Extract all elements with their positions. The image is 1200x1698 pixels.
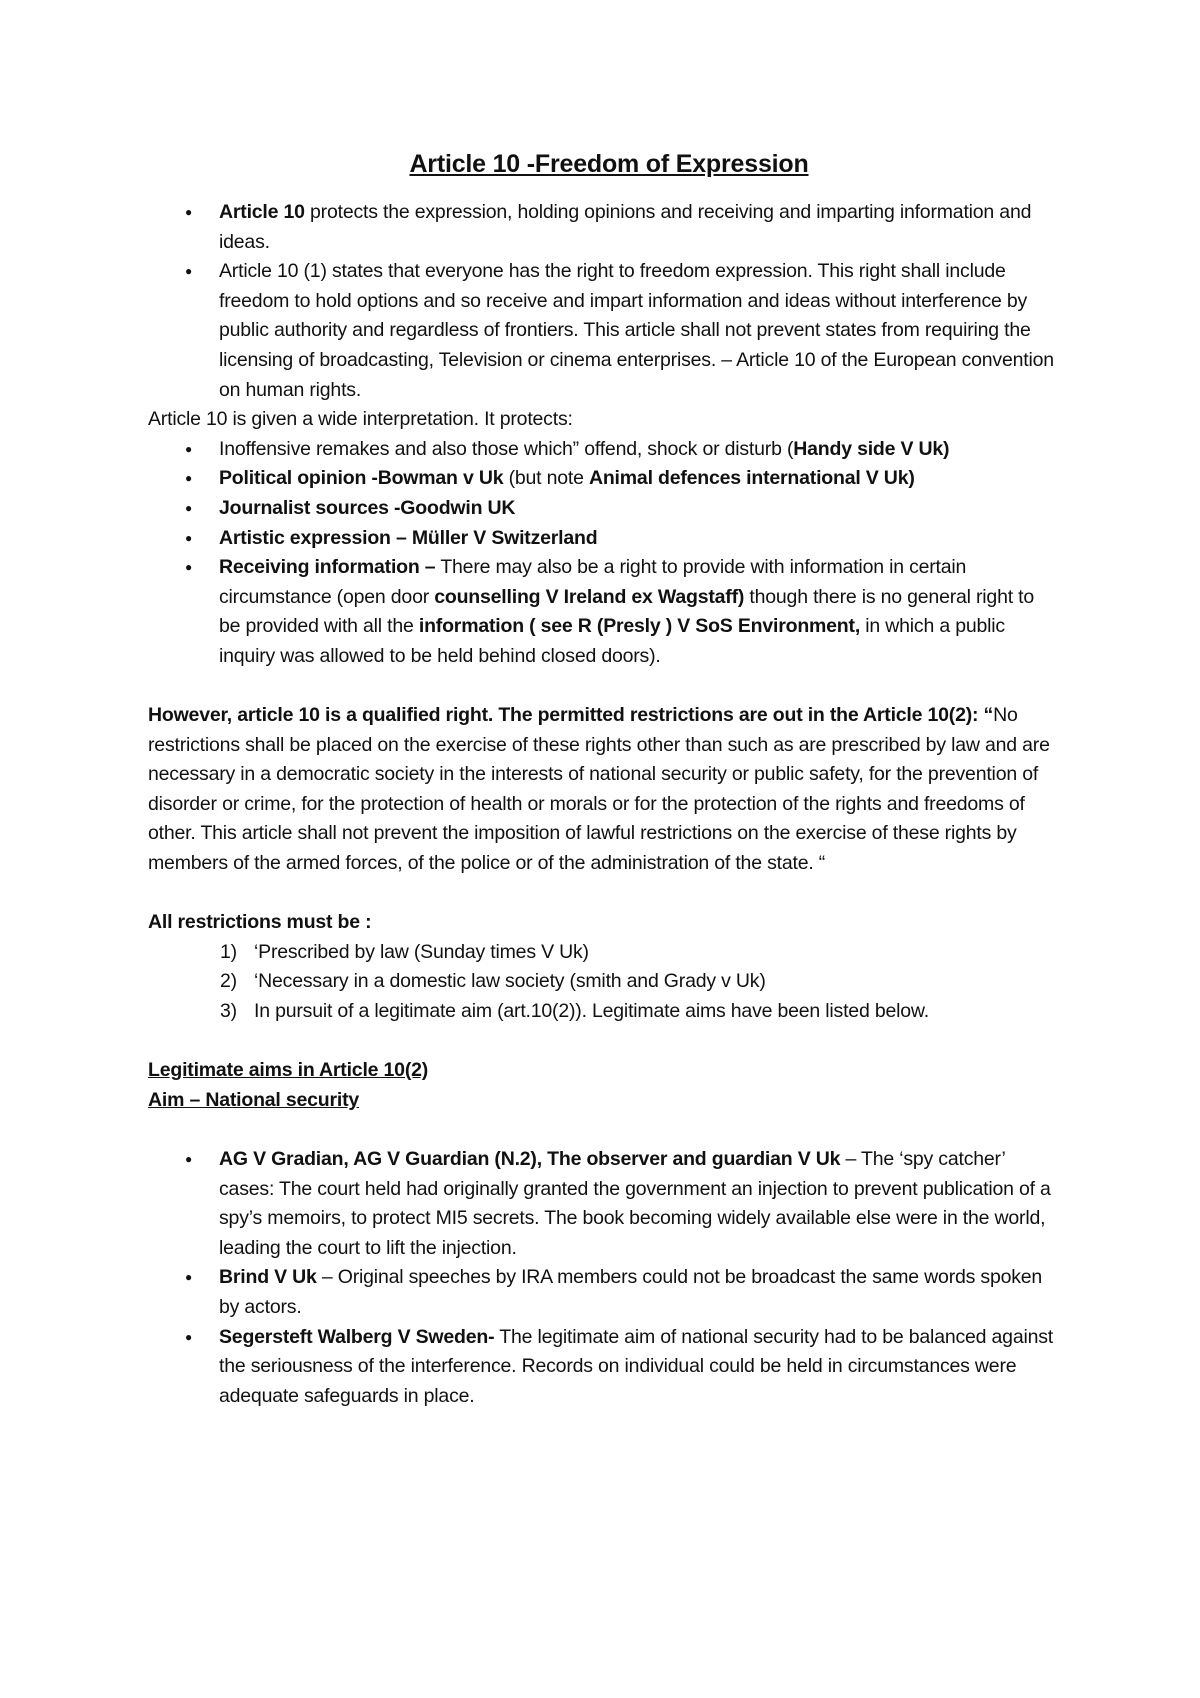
aims-heading [148, 1056, 1060, 1086]
list-item [219, 524, 1060, 554]
list-item [219, 1323, 1060, 1412]
body-text: Inoffensive remakes and also those which” offend, shock or disturb ( [219, 437, 794, 460]
body-text: protects the expression, holding opinions and receiving and imparting information and ideas. [219, 201, 1032, 253]
case-name: Journalist sources -Goodwin UK [219, 496, 516, 519]
body-text: In pursuit of a legitimate aim (art.10(2)). Legitimate aims have been listed below. [254, 1000, 929, 1023]
list-item [219, 553, 1060, 671]
list-item [220, 938, 1060, 968]
spacer [148, 879, 1060, 909]
spacer [148, 672, 1060, 702]
spacer [148, 1115, 1060, 1145]
list-item [219, 494, 1060, 524]
list-number: 3) [220, 1000, 237, 1023]
restrictions-heading-text: All restrictions must be : [148, 911, 372, 934]
list-item [219, 1145, 1060, 1263]
list-item [219, 198, 1060, 257]
case-name: information ( see R (Presly ) V SoS Environment, [418, 615, 861, 638]
body-text: No restrictions shall be placed on the exercise of these rights other than such as are prescribed by law and are necessary in a democratic society in the interests of national security or public safety, for the prevention of disorder or crime, for the protection of health or morals or for the protection of the rights and freedoms of other. This article shall not prevent the imposition of lawful restrictions on the exercise of these rights by members of the armed forces, of the police or of the administration of the state. “ [148, 704, 1050, 875]
paragraph-lead: However, article 10 is a qualified right. The permitted restrictions are out in the Article 10(2): “ [148, 704, 994, 727]
case-name: Article 10 [219, 201, 305, 223]
body-text: ‘Prescribed by law (Sunday times V Uk) [254, 940, 589, 963]
list-number: 2) [220, 970, 237, 993]
list-item [219, 435, 1060, 465]
case-name: Segersteft Walberg V Sweden- [219, 1325, 495, 1348]
case-name: Brind V Uk [219, 1266, 317, 1289]
case-name: Animal defences international V Uk) [588, 467, 915, 490]
page-title: Article 10 -Freedom of Expression [409, 150, 809, 178]
body-text: The legitimate aim of national security had to be balanced against the seriousness of the interference. Records on individual could be held in circumstances were adequate safeguards in place. [219, 1325, 1054, 1407]
body-text: in which a public inquiry was allowed to be held behind closed doors). [219, 615, 1005, 667]
qualified-right-paragraph [148, 701, 1060, 879]
list-item [219, 257, 1060, 405]
restrictions-heading [148, 908, 1060, 938]
intro-bullet-list [148, 198, 1060, 405]
list-item [220, 967, 1060, 997]
case-name: Receiving information – [219, 556, 436, 579]
list-item [220, 997, 1060, 1027]
aims-heading-text: Legitimate aims in Article 10(2) [148, 1059, 429, 1082]
case-name: Political opinion -Bowman v Uk [219, 467, 504, 490]
case-bullet-list [148, 1145, 1060, 1411]
case-name: Artistic expression – Müller V Switzerland [219, 526, 598, 549]
spacer [148, 1027, 1060, 1057]
restrictions-list [148, 938, 1060, 1027]
case-name: AG V Gradian, AG V Guardian (N.2), The observer and guardian V Uk [219, 1148, 841, 1170]
list-item [219, 1263, 1060, 1322]
list-item [219, 464, 1060, 494]
body-text: – Original speeches by IRA members could not be broadcast the same words spoken by actors. [219, 1266, 1043, 1318]
body-text: – The ‘spy catcher’ cases: The court held had originally granted the government an injection to prevent publication of a spy’s memoirs, to protect MI5 secrets. The book becoming widely available else were in the world, leading the court to lift the injection. [219, 1148, 1051, 1259]
case-name: counselling V Ireland ex Wagstaff) [434, 585, 745, 608]
body-text: Article 10 (1) states that everyone has the right to freedom expression. This right shall include freedom to hold options and so receive and impart information and ideas without interference by public authority and regardless of frontiers. This article shall not prevent states from requiring the licensing of broadcasting, Television or cinema enterprises. – Article 10 of the European convention on human rights. [219, 260, 1054, 401]
body-text: ‘Necessary in a domestic law society (smith and Grady v Uk) [254, 970, 766, 993]
aim-subheading [148, 1086, 1060, 1116]
list-number: 1) [220, 940, 237, 963]
body-text: (but note [503, 467, 589, 490]
interpretation-line: Article 10 is given a wide interpretation. It protects: [148, 408, 573, 431]
aim-subheading-text: Aim – National security [148, 1088, 360, 1111]
body-text: though there is no general right to be provided with all the [219, 585, 1035, 638]
case-name: Handy side V Uk) [793, 437, 950, 460]
body-text: There may also be a right to provide with information in certain circumstance (open door [219, 556, 967, 608]
protect-bullet-list [148, 435, 1060, 672]
